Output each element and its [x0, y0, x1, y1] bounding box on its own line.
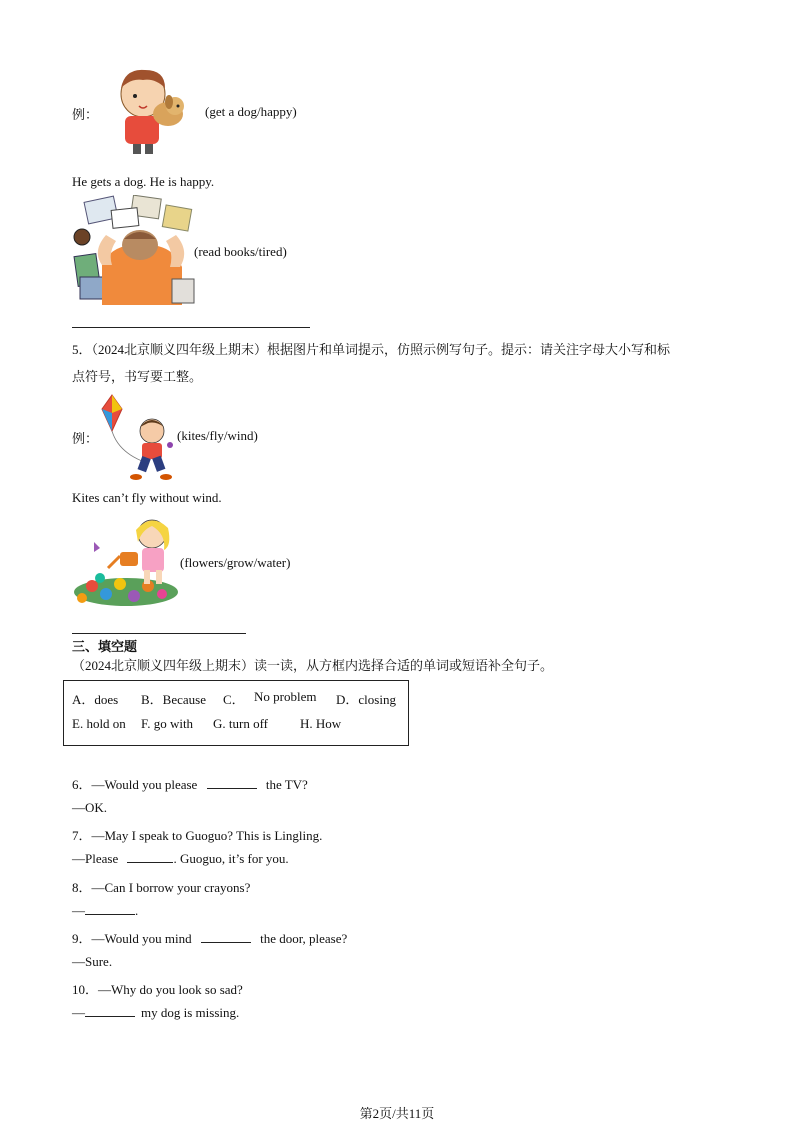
- q7-reply-start: —Please: [72, 851, 119, 866]
- q9-reply: —Sure.: [72, 954, 113, 969]
- section-instruction: （2024北京顺义四年级上期末）读一读，从方框内选择合适的单词或短语补全句子。: [72, 658, 554, 673]
- q9-blank[interactable]: [201, 942, 251, 943]
- option-d: D．closing: [336, 692, 396, 707]
- section-title: 三、填空题: [72, 639, 138, 654]
- q5-example-label: 例：: [72, 431, 99, 446]
- q5-task-hint: (flowers/grow/water): [180, 555, 291, 570]
- option-f: F. go with: [141, 716, 194, 731]
- q5-answer-line: [72, 633, 246, 634]
- q8-blank[interactable]: [85, 914, 135, 915]
- option-h: H. How: [300, 716, 342, 731]
- option-c-text: No problem: [254, 689, 317, 704]
- page-footer: 第2页/共11页: [359, 1106, 435, 1121]
- q5-instruction-line2: 点符号，书写要工整。: [72, 369, 203, 384]
- options-box: [63, 680, 409, 746]
- option-e: E. hold on: [72, 716, 126, 731]
- option-c: C．: [223, 692, 245, 707]
- option-g: G. turn off: [213, 716, 269, 731]
- q5-example-hint: (kites/fly/wind): [177, 428, 258, 443]
- example-answer: He gets a dog. He is happy.: [72, 174, 215, 189]
- q8-reply-end: .: [135, 903, 139, 918]
- example-label: 例：: [72, 107, 99, 122]
- q7-reply-end: . Guoguo, it’s for you.: [173, 851, 289, 866]
- q7-line1: 7．—May I speak to Guoguo? This is Lingling.: [72, 828, 323, 843]
- q6-reply: —OK.: [72, 800, 108, 815]
- q10-line2: [72, 1005, 239, 1021]
- q6-line1: [72, 774, 308, 793]
- q9-prompt-end: the door, please?: [260, 931, 348, 946]
- q10-line1: 10．—Why do you look so sad?: [72, 982, 243, 997]
- q5-instruction-line1: 5．（2024北京顺义四年级上期末）根据图片和单词提示，仿照示例写句子。提示：请关注字母大小写和标: [72, 342, 671, 357]
- q8-reply-start: —: [72, 903, 85, 918]
- q7-line2: [72, 851, 289, 867]
- q10-blank[interactable]: [85, 1016, 135, 1017]
- q9-line1: [72, 928, 347, 947]
- q6-blank[interactable]: [207, 788, 257, 789]
- tired-reader-picture: [72, 195, 196, 305]
- q7-blank[interactable]: [127, 862, 173, 863]
- q8-line1: 8．—Can I borrow your crayons?: [72, 880, 251, 895]
- q10-reply-start: —: [72, 1005, 85, 1020]
- task-hint: (read books/tired): [194, 244, 287, 259]
- example-hint: (get a dog/happy): [205, 104, 297, 119]
- option-b: B．Because: [141, 692, 206, 707]
- answer-line: [72, 327, 310, 328]
- q10-reply-end: my dog is missing.: [141, 1005, 240, 1020]
- boy-with-dog-picture: [113, 66, 195, 156]
- girl-watering-flowers-picture: [72, 512, 180, 608]
- q9-prompt: 9．—Would you mind: [72, 931, 192, 946]
- option-a: A．does: [72, 692, 119, 707]
- q8-line2: [72, 903, 138, 919]
- q5-example-answer: Kites can’t fly without wind.: [72, 490, 222, 505]
- boy-with-kite-picture: [100, 391, 178, 481]
- q6-prompt-end: the TV?: [265, 777, 308, 792]
- q6-prompt: 6．—Would you please: [72, 777, 198, 792]
